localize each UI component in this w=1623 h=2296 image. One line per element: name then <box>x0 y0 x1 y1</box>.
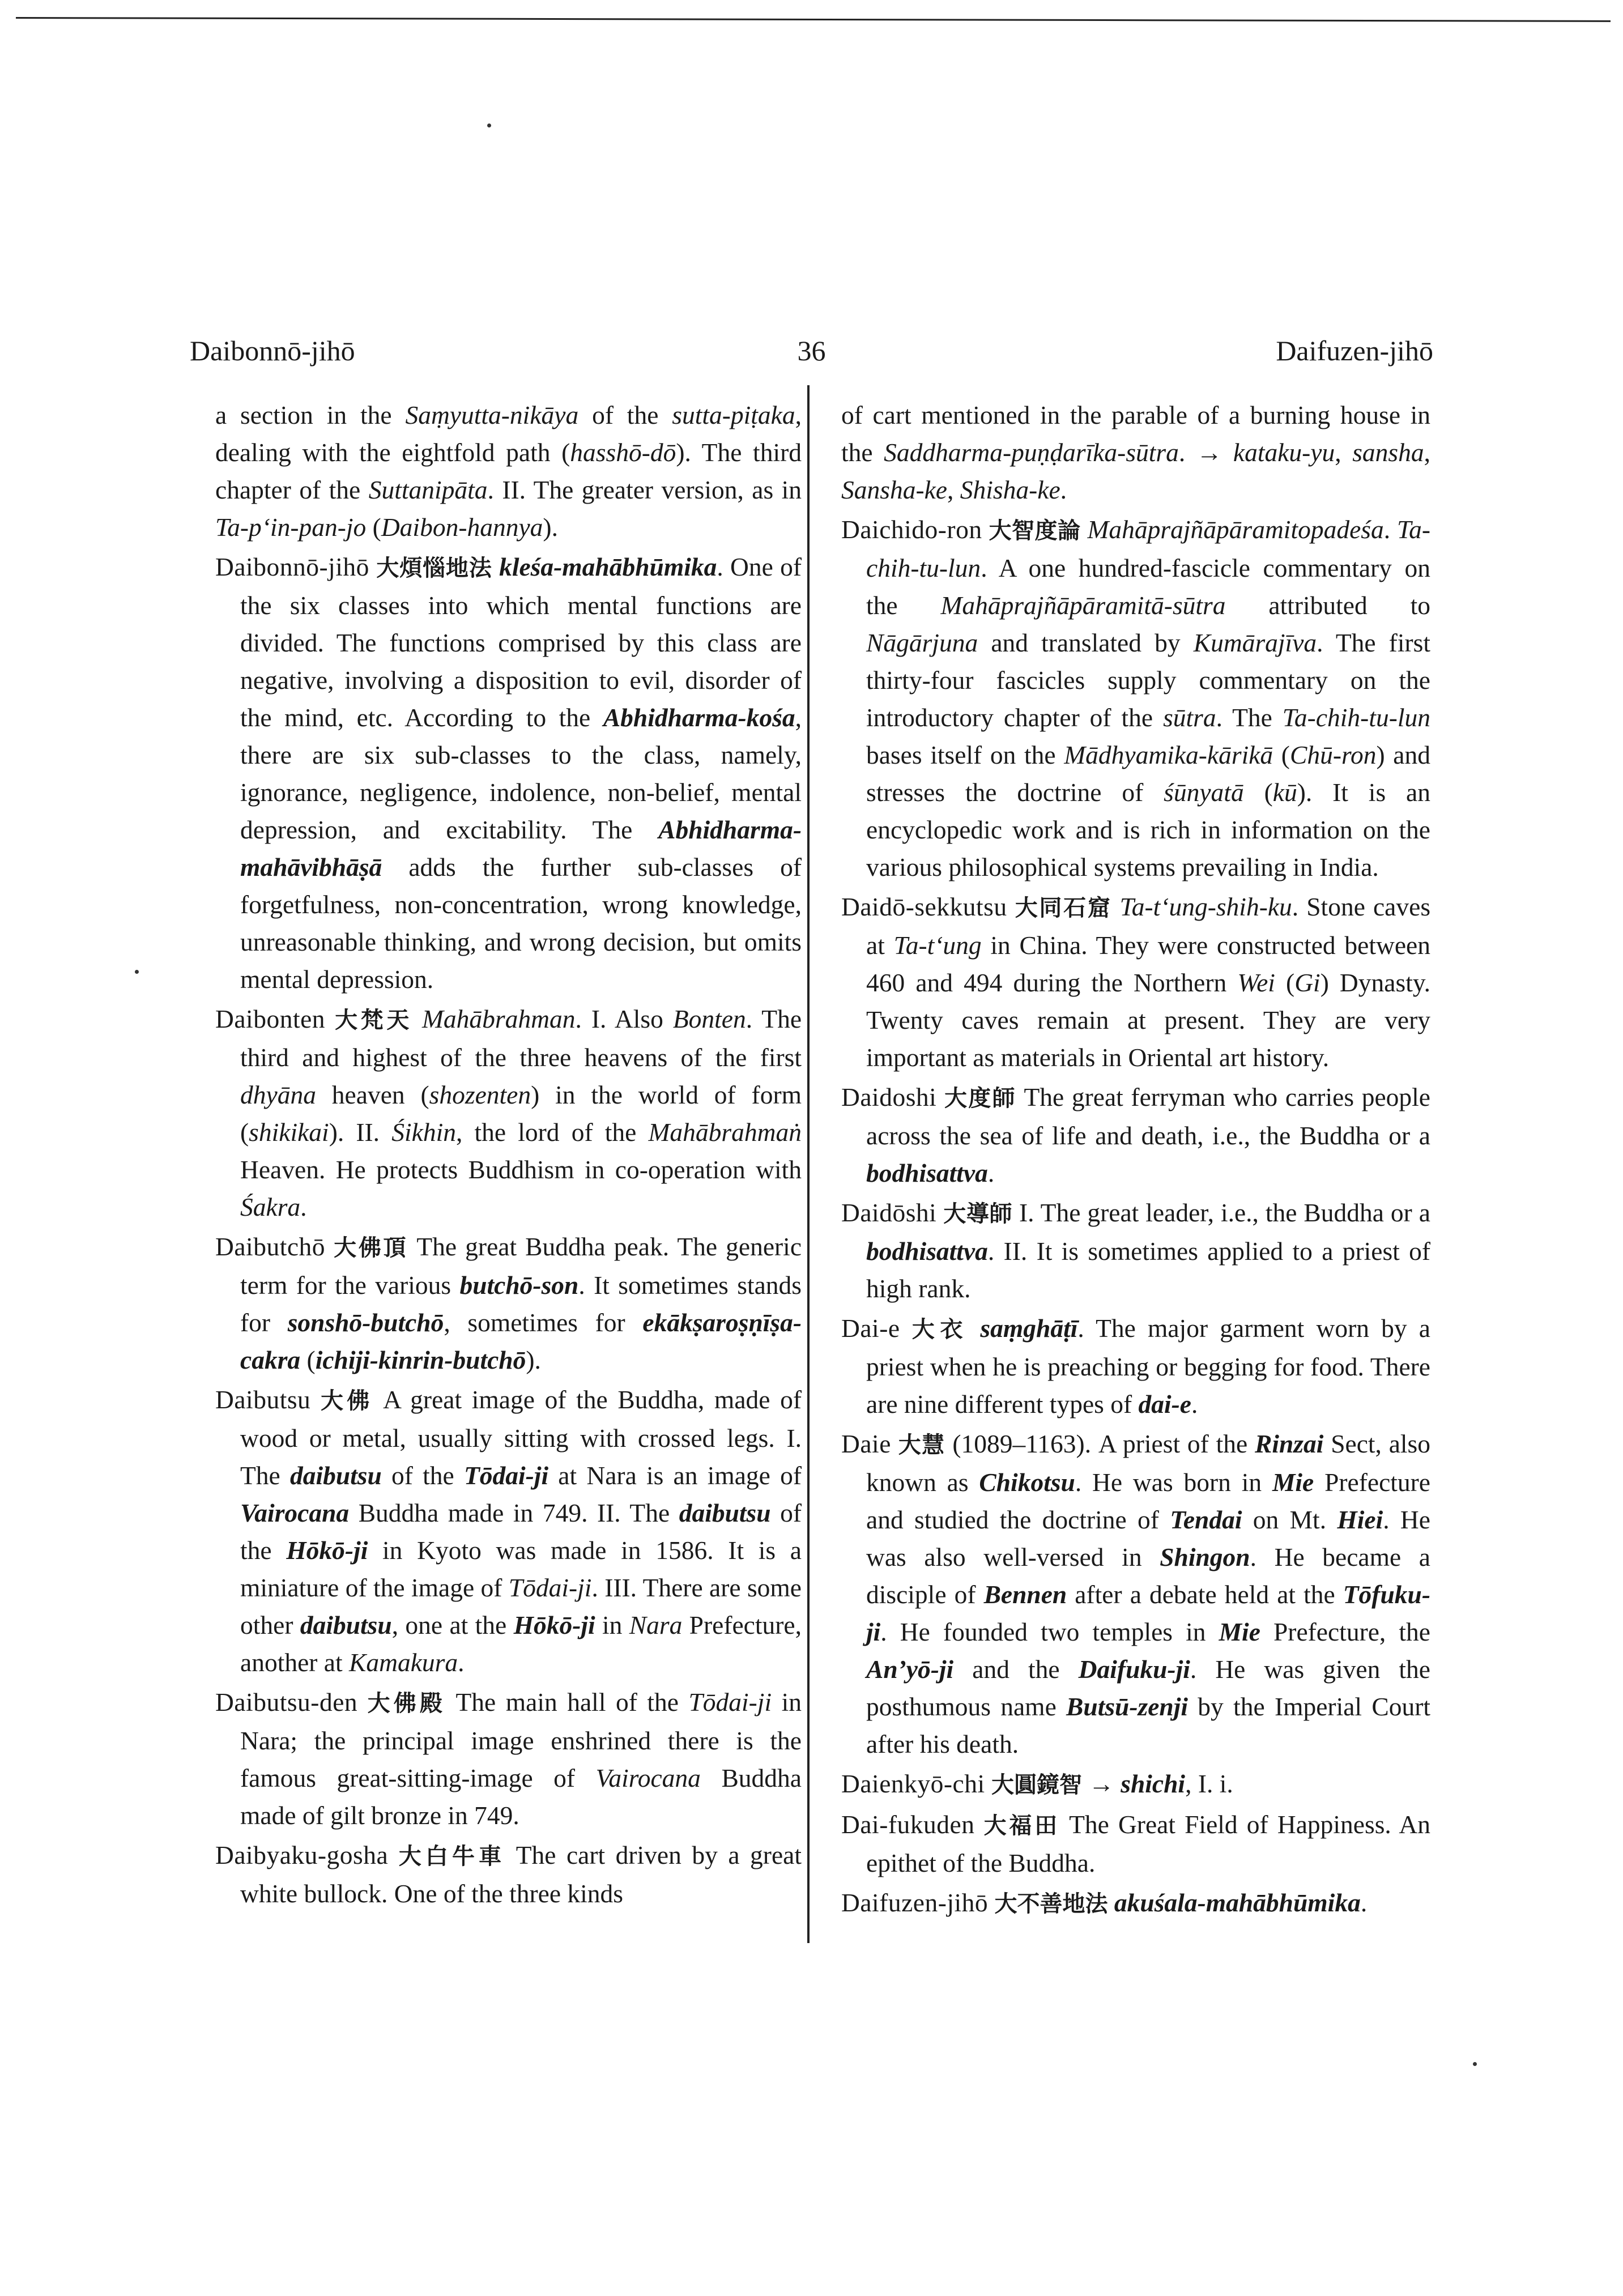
dictionary-entry: Dai-fukuden 大福田 The Great Field of Happiness. An epithet of the Buddha. <box>841 1810 1431 1877</box>
top-scan-edge-line <box>16 17 1611 22</box>
dictionary-entry: Daibonten 大梵天 Mahābrahman. I. Also Bonten. The third and highest of the three heavens of the first dhyāna heaven (shozenten) in the world of form (shikikai). II. Śikhin, the lord of the Mahābrahmaṅ Heaven. He protects Buddhism in co-operation with Śakra. <box>215 1004 802 1221</box>
scan-speck <box>487 123 491 127</box>
right-column <box>841 397 1430 1925</box>
dictionary-entry: Dai-e 大衣 saṃghāṭī. The major garment worn by a priest when he is preaching or begging for food. There are nine different types of dai-e. <box>841 1314 1430 1419</box>
page-number: 36 <box>797 335 826 367</box>
dictionary-entry: Daidōshi 大導師 I. The great leader, i.e., the Buddha or a bodhisattva. II. It is sometimes applied to a priest of high rank. <box>841 1198 1431 1303</box>
dictionary-entry: Daibutsu-den 大佛殿 The main hall of the Tōdai-ji in Nara; the principal image enshrined there is the famous great-sitting-image of Vairocana Buddha made of gilt bronze in 749. <box>215 1688 802 1830</box>
page-header <box>190 334 1433 368</box>
dictionary-entry: Daichido-ron 大智度論 Mahāprajñāpāramitopadeśa. Ta-chih-tu-lun. A one hundred-fascicle commentary on the Mahāprajñāpāramitā-sūtra attributed to Nāgārjuna and translated by Kumārajīva. The first thirty-four fascicles supply commentary on the introductory chapter of the sūtra. The Ta-chih-tu-lun bases itself on the Mādhyamika-kārikā (Chū-ron) and stresses the doctrine of śūnyatā (kū). It is an encyclopedic work and is rich in information on the various philosophical systems prevailing in India. <box>841 515 1431 881</box>
left-guide-word: Daibonnō-jihō <box>190 335 355 367</box>
dictionary-entry: Daibonnō-jihō 大煩惱地法 kleśa-mahābhūmika. One of the six classes into which mental functions are divided. The functions comprised by this class are negative, involving a disposition to evil, disorder of the mind, etc. According to the Abhidharma-kośa, there are six sub-classes to the class, namely, ignorance, negligence, indolence, non-belief, mental depression, and excitability. The Abhidharma-mahāvibhāṣā adds the further sub-classes of forgetfulness, non-concentration, wrong knowledge, unreasonable thinking, and wrong decision, but omits mental depression. <box>215 552 802 994</box>
continued-entry-text: of cart mentioned in the parable of a burning house in the Saddharma-puṇḍarīka-sūtra. → kataku-yu, sansha, Sansha-ke, Shisha-ke. <box>841 401 1430 504</box>
left-column <box>215 397 802 1915</box>
dictionary-entry: Daifuzen-jihō 大不善地法 akuśala-mahābhūmika. <box>841 1888 1368 1917</box>
scan-speck <box>1473 2062 1477 2066</box>
dictionary-entry: Daidoshi 大度師 The great ferryman who carries people across the sea of life and death, i.e., the Buddha or a bodhisattva. <box>841 1083 1431 1187</box>
dictionary-entry: Daibyaku-gosha 大白牛車 The cart driven by a great white bullock. One of the three kinds <box>215 1841 802 1908</box>
dictionary-entry: Daibutsu 大佛 A great image of the Buddha, made of wood or metal, usually sitting with crossed legs. I. The daibutsu of the Tōdai-ji at Nara is an image of Vairocana Buddha made in 749. II. The daibutsu of the Hōkō-ji in Kyoto was made in 1586. It is a miniature of the image of Tōdai-ji. III. There are some other daibutsu, one at the Hōkō-ji in Nara Prefecture, another at Kamakura. <box>215 1385 802 1677</box>
right-guide-word: Daifuzen-jihō <box>1276 335 1433 367</box>
dictionary-entry: Daie 大慧 (1089–1163). A priest of the Rinzai Sect, also known as Chikotsu. He was born in Mie Prefecture and studied the doctrine of Tendai on Mt. Hiei. He was also well-versed in Shingon. He became a disciple of Bennen after a debate held at the Tōfuku-ji. He founded two temples in Mie Prefecture, the An’yō-ji and the Daifuku-ji. He was given the posthumous name Butsū-zenji by the Imperial Court after his death. <box>841 1429 1431 1758</box>
dictionary-entry: Daidō-sekkutsu 大同石窟 Ta-t‘ung-shih-ku. Stone caves at Ta-t‘ung in China. They were constructed between 460 and 494 during the Northern Wei (Gi) Dynasty. Twenty caves remain at present. They are very important as materials in Oriental art history. <box>841 892 1431 1072</box>
dictionary-entry: Daibutchō 大佛頂 The great Buddha peak. The generic term for the various butchō-son. It sometimes stands for sonshō-butchō, sometimes for ekākṣaroṣṇīṣa-cakra (ichiji-kinrin-butchō). <box>215 1232 802 1374</box>
continued-entry-text: a section in the Saṃyutta-nikāya of the sutta-piṭaka, dealing with the eightfold path (hasshō-dō). The third chapter of the Suttanipāta. II. The greater version, as in Ta-p‘in-pan-jo (Daibon-hannya). <box>215 401 802 542</box>
scan-speck <box>135 970 139 974</box>
dictionary-entry: Daienkyō-chi 大圓鏡智 → shichi, I. i. <box>841 1769 1233 1798</box>
column-divider <box>807 385 810 1943</box>
